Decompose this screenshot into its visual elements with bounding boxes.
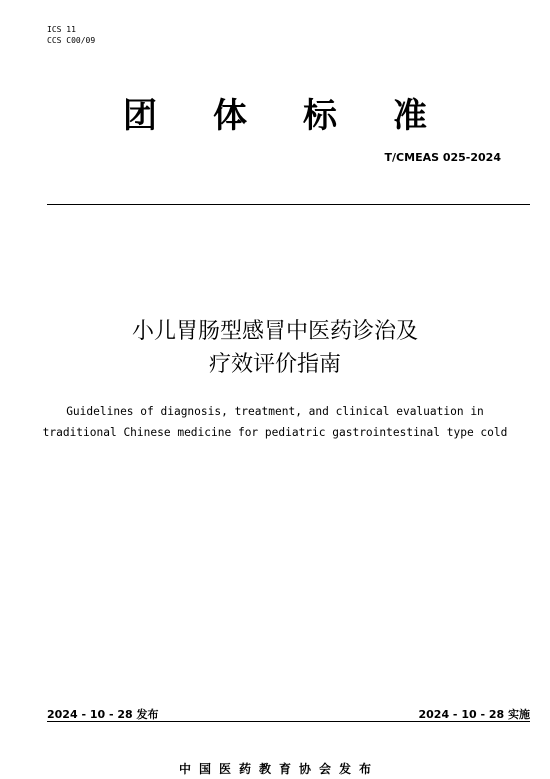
chinese-title-line-2: 疗效评价指南 — [208, 352, 341, 377]
english-title — [0, 401, 550, 443]
standard-number: T/CMEAS 025-2024 — [384, 151, 501, 164]
chinese-title-line-1: 小儿胃肠型感冒中医药诊治及 — [131, 319, 418, 344]
english-title-line-2: traditional Chinese medicine for pediatric gastrointestinal type cold — [42, 426, 508, 439]
chinese-title — [0, 315, 550, 381]
bottom-divider — [47, 721, 530, 722]
document-type-heading: 团体标准 — [123, 96, 483, 136]
classification-codes — [47, 24, 95, 46]
ccs-code: CCS C00/09 — [47, 36, 96, 45]
top-divider — [47, 204, 530, 205]
publisher-name: 中国医药教育协会发布 — [178, 762, 379, 776]
ics-code: ICS 11 — [47, 25, 76, 34]
english-title-line-1: Guidelines of diagnosis, treatment, and clinical evaluation in — [66, 405, 484, 418]
implement-date: 2024 - 10 - 28 实施 — [418, 708, 530, 721]
publish-date: 2024 - 10 - 28 发布 — [47, 708, 159, 721]
